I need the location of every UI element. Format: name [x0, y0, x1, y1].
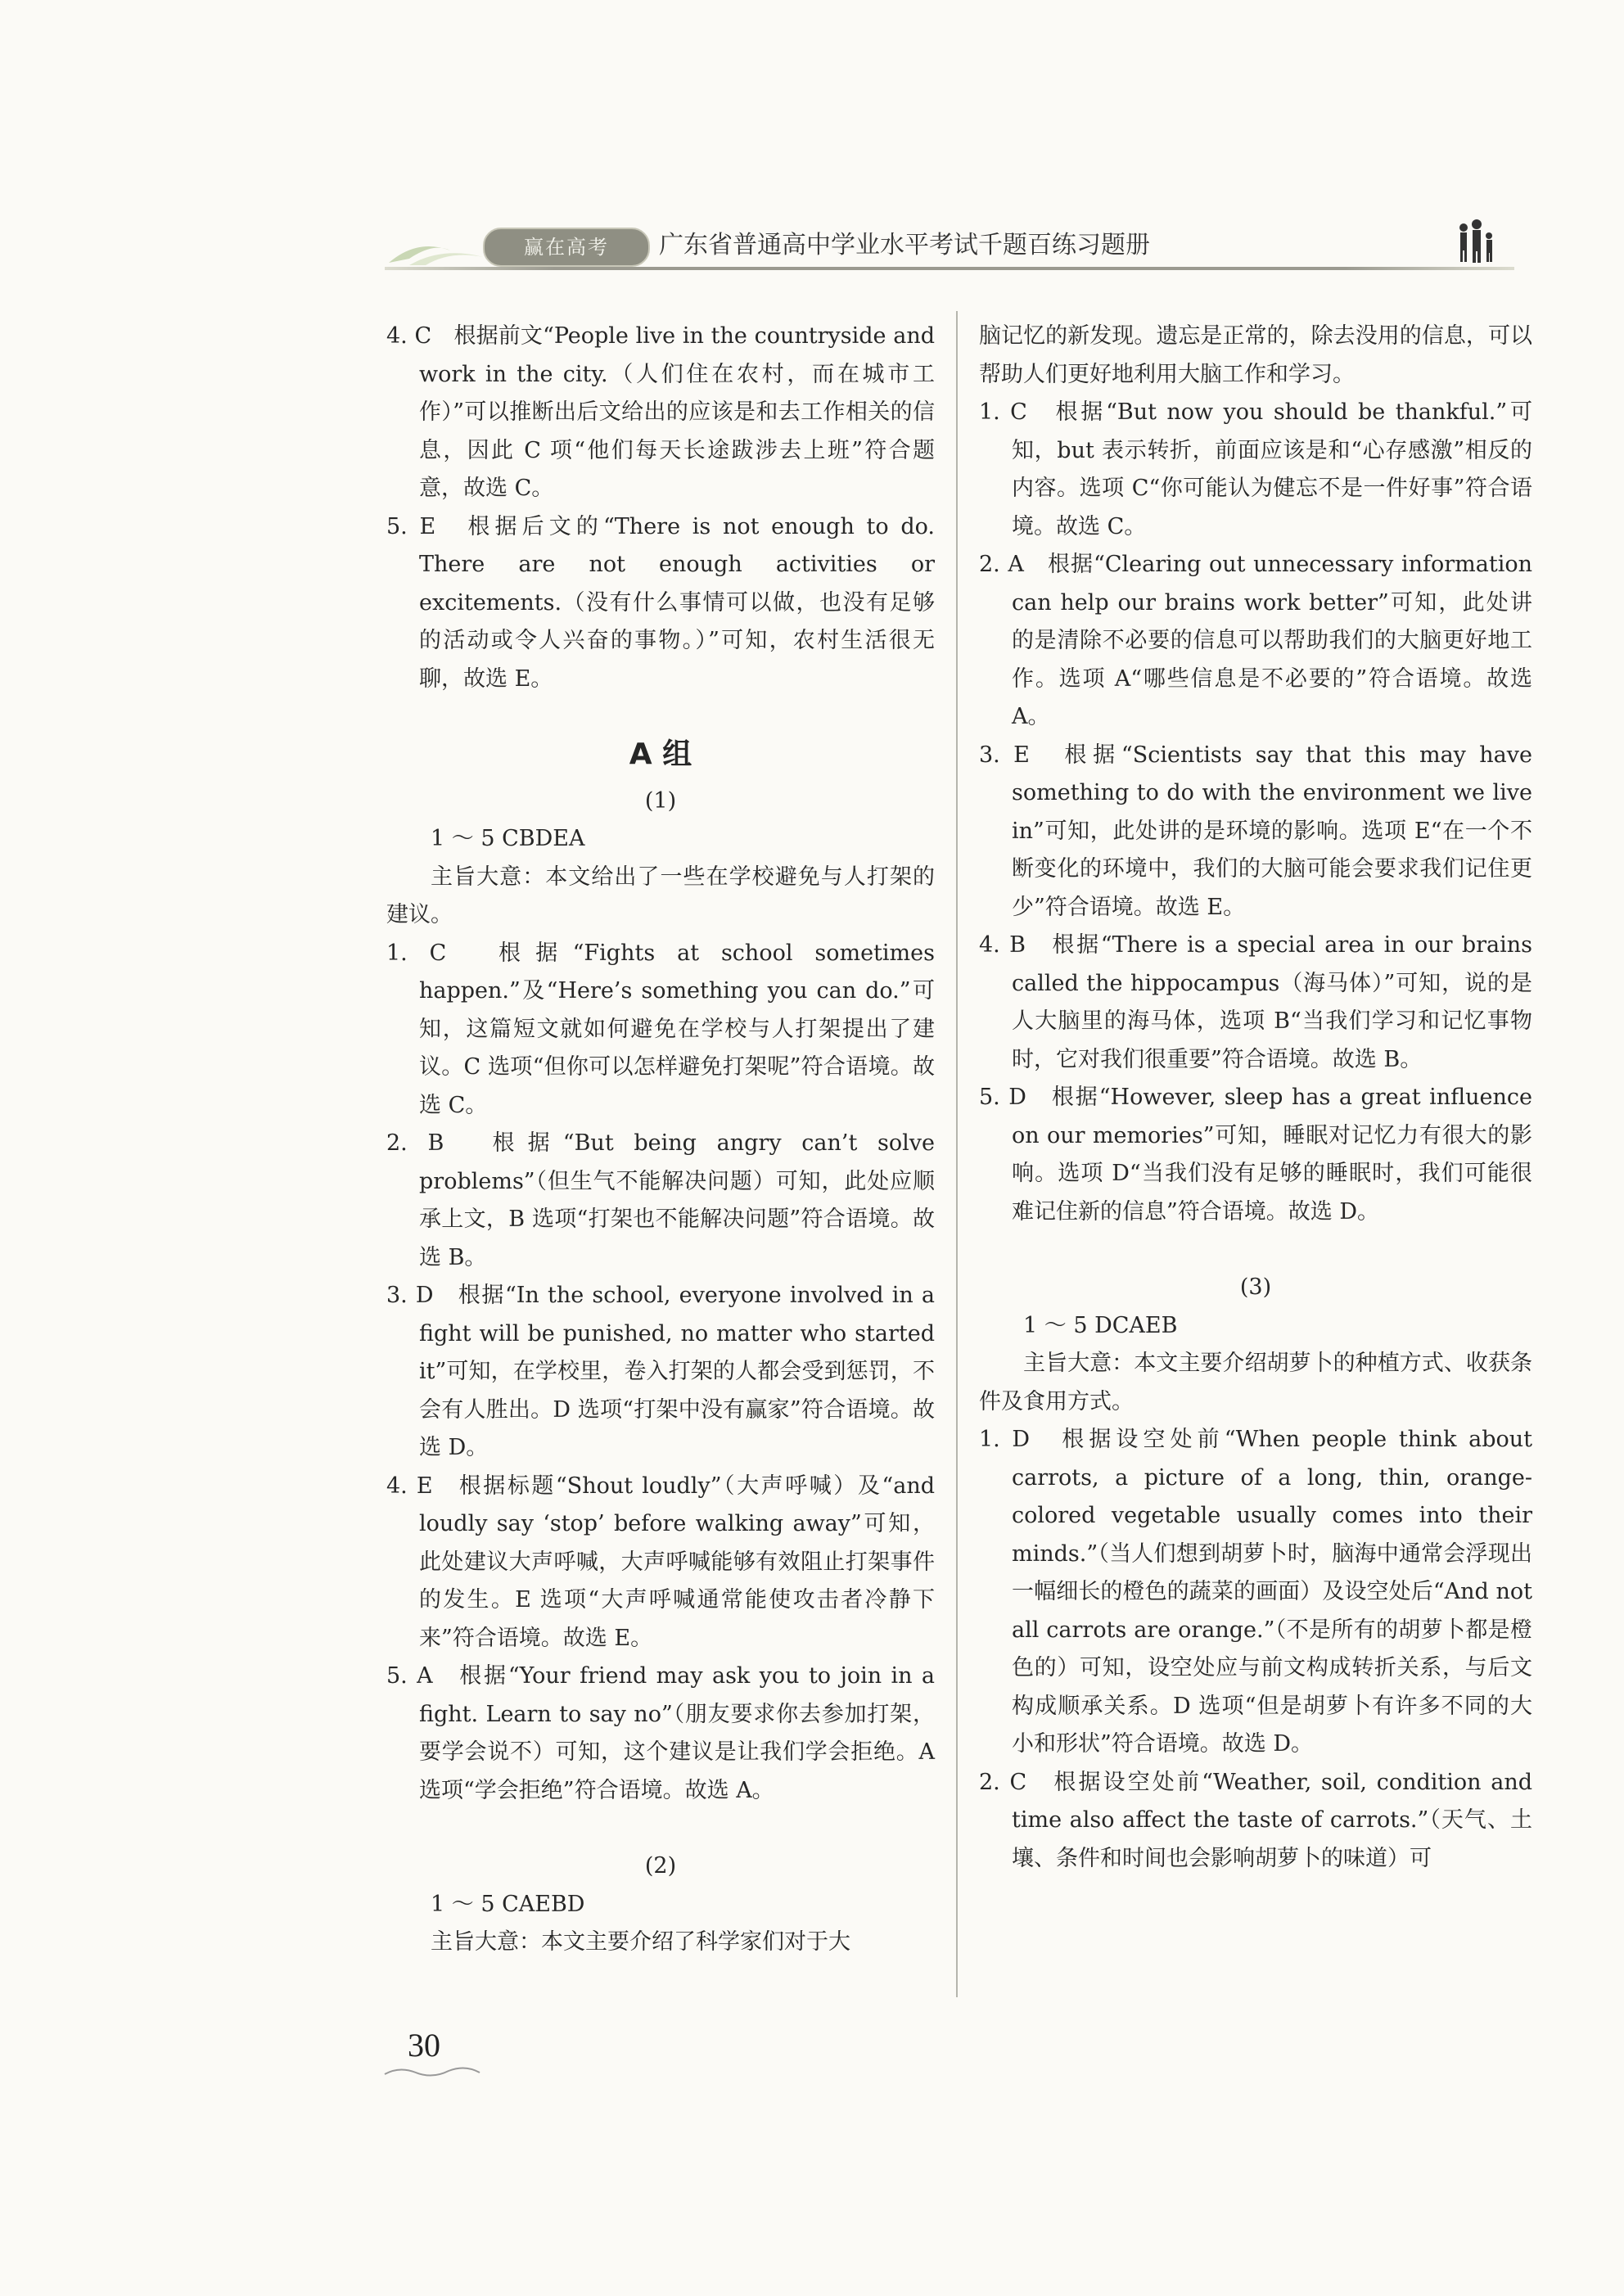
page-header [385, 219, 1514, 277]
answer-item: 5. D 根据“However, sleep has a great influence on our memories”可知，睡眠对记忆力有很大的影响。选项 D“当我们没有足够的睡眠时，我们可能很难记住新的信息”符合语境。故选 D。 [979, 1085, 1532, 1225]
summary-continued: 脑记忆的新发现。遗忘是正常的，除去没用的信息，可以帮助人们更好地利用大脑工作和学习。 [979, 323, 1532, 387]
answer-key: 1 ～ 5 CBDEA [431, 826, 585, 851]
left-column [386, 318, 935, 1962]
section-label: (1) [644, 787, 677, 814]
answer-item: 1. D 根据设空处前“When people think about carrots, a picture of a long, thin, orange-colored vegetable usually comes into their minds.”（当人们想到胡萝卜时，脑海中通常会浮现出一幅细长的橙色的蔬菜的画面）及设空处后“And not all carrots are orange.”（不是所有的胡萝卜都是橙色的）可知，设空处应与前文构成转折关系，与后文构成顺承关系。D 选项“但是胡萝卜有许多不同的大小和形状”符合语境。故选 D。 [979, 1427, 1532, 1757]
section-label: (2) [644, 1853, 677, 1879]
answer-item: 3. E 根据“Scientists say that this may have something to do with the environment we live in”可知，此处讲的是环境的影响。选项 E“在一个不断变化的环境中，我们的大脑可能会要求我们记住更少”符合语境。故选 E。 [979, 742, 1532, 920]
people-icon [1452, 218, 1498, 264]
answer-key: 1 ～ 5 CAEBD [431, 1891, 585, 1917]
column-divider [956, 311, 958, 1997]
leaf-decoration-icon [385, 234, 491, 267]
answer-key: 1 ～ 5 DCAEB [1023, 1312, 1178, 1338]
series-badge: 赢在高考 [483, 228, 650, 267]
summary: 主旨大意：本文给出了一些在学校避免与人打架的建议。 [386, 864, 935, 927]
answer-item: 5. E 根据后文的“There is not enough to do. There are not enough activities or excitements.（没有什么事情可以做，也没有足够的活动或令人兴奋的事物。）”可知，农村生活很无聊，故选 E。 [386, 513, 935, 692]
answer-item: 4. E 根据标题“Shout loudly”（大声呼喊）及“and loudly say ‘stop’ before walking away”可知，此处建议大声呼喊，大声呼喊能够有效阻止打架事件的发生。E 选项“大声呼喊通常能使攻击者冷静下来”符合语境。故选 E。 [386, 1473, 935, 1651]
section-label: (3) [1239, 1274, 1272, 1300]
answer-item: 3. D 根据“In the school, everyone involved in a fight will be punished, no matter who started it”可知，在学校里，卷入打架的人都会受到惩罚，不会有人胜出。D 选项“打架中没有赢家”符合语境。故选 D。 [386, 1283, 935, 1460]
answer-item: 2. A 根据“Clearing out unnecessary information can help our brains work better”可知，此处讲的是清除不必要的信息可以帮助我们的大脑更好地工作。选项 A“哪些信息是不必要的”符合语境。故选 A。 [979, 552, 1532, 729]
book-title: 广东省普通高中学业水平考试千题百练习题册 [659, 231, 1150, 259]
answer-item: 1. C 根据“Fights at school sometimes happen.”及“Here’s something you can do.”可知，这篇短文就如何避免在学校与人打架提出了建议。C 选项“但你可以怎样避免打架呢”符合语境。故选 C。 [386, 940, 935, 1118]
answer-item: 4. C 根据前文“People live in the countryside and work in the city.（人们住在农村，而在城市工作）”可以推断出后文给出的应该是和去工作相关的信息，因此 C 项“他们每天长途跋涉去上班”符合题意，故选 C。 [386, 323, 935, 501]
page-flourish-icon [383, 2064, 481, 2081]
answer-item: 1. C 根据“But now you should be thankful.”可知，but 表示转折，前面应该是和“心存感激”相反的内容。选项 C“你可能认为健忘不是一件好事”符合语境。故选 C。 [979, 399, 1532, 539]
answer-item: 4. B 根据“There is a special area in our brains called the hippocampus（海马体）”可知，说的是人大脑里的海马体，选项 B“当我们学习和记忆事物时，它对我们很重要”符合语境。故选 B。 [979, 932, 1532, 1072]
answer-item: 5. A 根据“Your friend may ask you to join in a fight. Learn to say no”（朋友要求你去参加打架，要学会说不）可知，这个建议是让我们学会拒绝。A 选项“学会拒绝”符合语境。故选 A。 [386, 1663, 935, 1803]
header-rule [385, 267, 1514, 270]
right-column [979, 318, 1532, 1878]
page-number: 30 [408, 2027, 440, 2064]
group-title: A 组 [629, 738, 692, 771]
summary: 主旨大意：本文主要介绍胡萝卜的种植方式、收获条件及食用方式。 [979, 1351, 1532, 1414]
answer-item: 2. B 根据“But being angry can’t solve problems”（但生气不能解决问题）可知，此处应顺承上文，B 选项“打架也不能解决问题”符合语境。故选 B。 [386, 1130, 935, 1270]
summary: 主旨大意：本文主要介绍了科学家们对于大 [431, 1929, 850, 1955]
answer-item: 2. C 根据设空处前“Weather, soil, condition and time also affect the taste of carrots.”（天气、土壤、条件和时间也会影响胡萝卜的味道）可 [979, 1769, 1532, 1871]
